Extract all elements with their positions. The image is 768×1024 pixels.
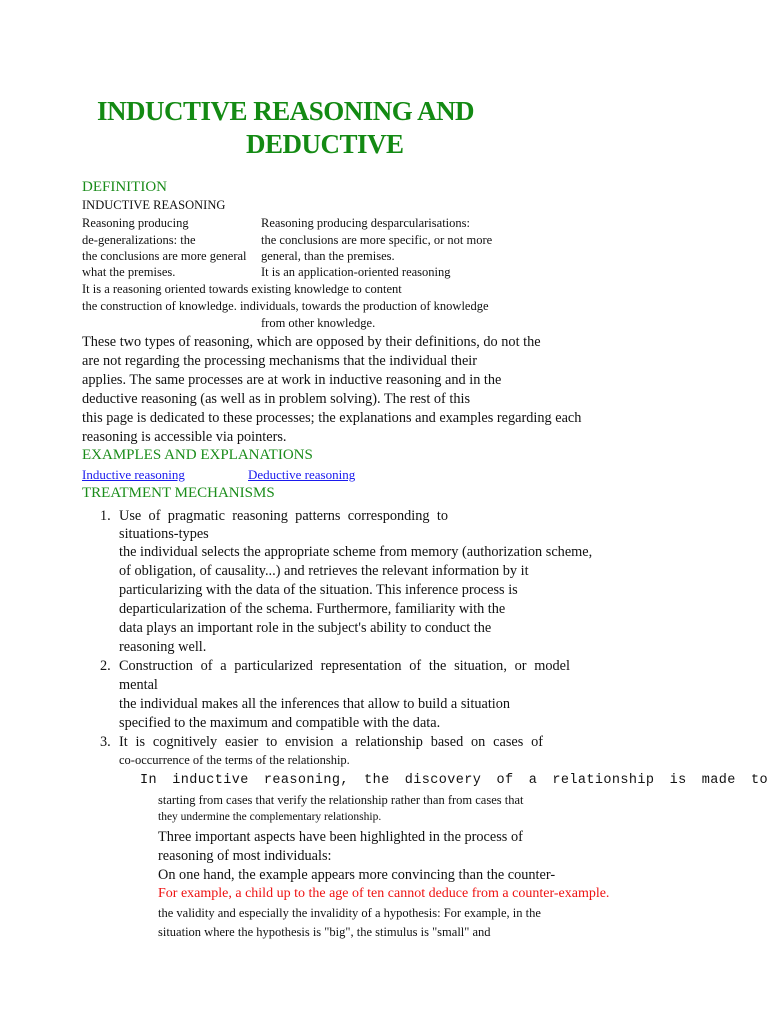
item-3-red-example: For example, a child up to the age of ten cannot deduce from a counter-example. [158,886,610,901]
definition-full-line: It is a reasoning oriented towards existing knowledge to content [82,282,402,296]
definition-right-line: It is an application-oriented reasoning [261,265,451,279]
item-1-body-line: the individual selects the appropriate scheme from memory (authorization scheme, [119,544,593,560]
examples-heading: EXAMPLES AND EXPLANATIONS [82,447,313,463]
inductive-subheading: INDUCTIVE REASONING [82,198,226,212]
definition-full-line: the construction of knowledge. individuals, towards the production of knowledge [82,299,489,313]
item-2-body-line: the individual makes all the inferences that allow to build a situation [119,696,511,712]
item-1-body-line: data plays an important role in the subject's ability to conduct the [119,620,492,636]
treatment-heading: TREATMENT MECHANISMS [82,485,275,501]
page-title-line-1: INDUCTIVE REASONING AND [97,96,475,126]
definition-left-line: the conclusions are more general [82,249,247,263]
deductive-reasoning-link[interactable]: Deductive reasoning [248,467,356,482]
definition-left-line: de-generalizations: the [82,233,196,247]
item-3-aspect-line: Three important aspects have been highlighted in the process of [158,829,523,845]
intro-line: are not regarding the processing mechanisms that the individual their [82,353,478,369]
definition-left-line: what the premises. [82,265,176,279]
intro-line: applies. The same processes are at work in inductive reasoning and in the [82,372,502,388]
item-1-body-line: particularizing with the data of the situation. This inference process is [119,582,518,598]
definition-right-line: general, than the premises. [261,249,395,263]
item-1-title-cont: situations-types [119,526,209,542]
item-3-aspect-line: On one hand, the example appears more convincing than the counter- [158,867,556,883]
inductive-reasoning-link[interactable]: Inductive reasoning [82,467,185,482]
item-3-sub-line: they undermine the complementary relationship. [158,811,382,823]
intro-line: this page is dedicated to these processes; the explanations and examples regarding each [82,410,582,426]
definition-indent-line: from other knowledge. [261,316,376,330]
item-3-number: 3. [100,734,111,750]
item-3-sub-line: starting from cases that verify the relationship rather than from cases that [158,793,524,807]
item-2-body-line: specified to the maximum and compatible with the data. [119,715,441,731]
intro-line: These two types of reasoning, which are opposed by their definitions, do not the [82,334,541,350]
item-1-body-line: reasoning well. [119,639,207,655]
item-3-tail-line: situation where the hypothesis is "big", the stimulus is "small" and [158,925,491,939]
item-3-title: It is cognitively easier to envision a relationship based on cases of [119,734,543,750]
definition-heading: DEFINITION [82,179,167,195]
item-1-body-line: departicularization of the schema. Furthermore, familiarity with the [119,601,506,617]
item-2-title-cont: mental [119,677,158,693]
item-3-aspect-line: reasoning of most individuals: [158,848,332,864]
item-2-title: Construction of a particularized representation of the situation, or model [119,658,570,674]
intro-line: deductive reasoning (as well as in problem solving). The rest of this [82,391,471,407]
intro-line: reasoning is accessible via pointers. [82,429,287,445]
item-3-mono-line: In inductive reasoning, the discovery of a relationship is made to [140,773,768,788]
item-1-title: Use of pragmatic reasoning patterns corresponding to [119,508,448,524]
definition-right-line: the conclusions are more specific, or not more [261,233,493,247]
item-1-number: 1. [100,508,111,524]
definition-left-line: Reasoning producing [82,216,189,230]
definition-right-line: Reasoning producing desparcularisations: [261,216,470,230]
page-title-line-2: DEDUCTIVE [246,129,404,159]
item-3-tail-line: the validity and especially the invalidity of a hypothesis: For example, in the [158,906,541,920]
item-1-body-line: of obligation, of causality...) and retrieves the relevant information by it [119,563,529,579]
item-2-number: 2. [100,658,111,674]
item-3-title-cont: co-occurrence of the terms of the relationship. [119,753,350,767]
